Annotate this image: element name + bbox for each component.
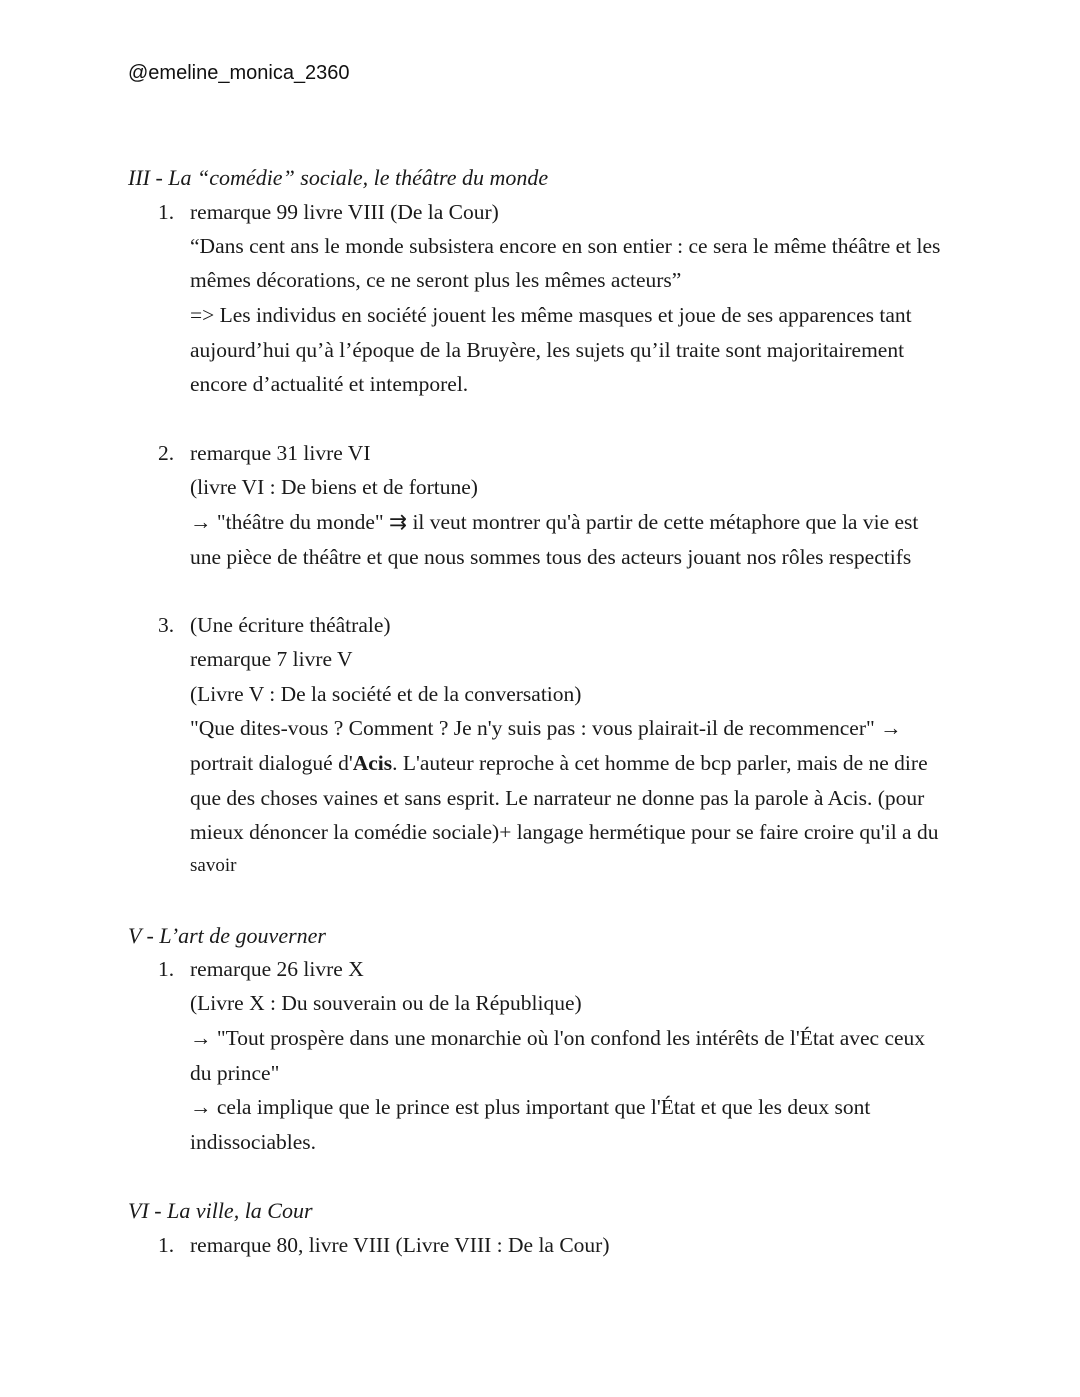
list-number: 1. <box>158 957 175 981</box>
body-line: savoir <box>190 855 237 876</box>
body-text: . L'auteur reproche à cet homme de bcp parler, mais de ne dire <box>392 751 928 775</box>
body-line: remarque 7 livre V <box>190 647 353 671</box>
quote-line: mêmes décorations, ce ne seront plus les mêmes acteurs” <box>190 268 682 292</box>
quote-line: "Que dites-vous ? Comment ? Je n'y suis pas : vous plairait-il de recommencer" → <box>190 716 902 740</box>
quote-line: “Dans cent ans le monde subsistera encore en son entier : ce sera le même théâtre et les <box>190 234 941 258</box>
section-heading-iii: III - La “comédie” sociale, le théâtre du monde <box>128 165 549 190</box>
body-line: une pièce de théâtre et que nous sommes tous des acteurs jouant nos rôles respectifs <box>190 545 912 569</box>
quote-line: du prince" <box>190 1061 280 1085</box>
body-line <box>190 751 928 776</box>
list-item-line: remarque 26 livre X <box>190 957 364 981</box>
bold-name: Acis <box>352 751 393 775</box>
list-item-line: remarque 80, livre VIII (Livre VIII : De la Cour) <box>190 1233 610 1257</box>
list-item-line: (Une écriture théâtrale) <box>190 613 391 637</box>
body-line: mieux dénoncer la comédie sociale)+ langage hermétique pour se faire croire qu'il a du <box>190 820 939 844</box>
quote-line: → "Tout prospère dans une monarchie où l'on confond les intérêts de l'État avec ceux <box>190 1026 926 1050</box>
list-number: 1. <box>158 200 175 224</box>
body-line: → cela implique que le prince est plus important que l'État et que les deux sont <box>190 1095 871 1119</box>
body-line: => Les individus en société jouent les même masques et joue de ses apparences tant <box>190 303 912 327</box>
body-text: portrait dialogué d' <box>190 751 353 775</box>
section-heading-vi: VI - La ville, la Cour <box>128 1198 313 1223</box>
body-line: indissociables. <box>190 1130 316 1154</box>
body-line: (livre VI : De biens et de fortune) <box>190 475 478 499</box>
author-handle: @emeline_monica_2360 <box>128 62 350 84</box>
body-line: (Livre V : De la société et de la conversation) <box>190 682 582 706</box>
section-heading-v: V - L’art de gouverner <box>128 923 326 948</box>
list-number: 3. <box>158 613 175 637</box>
list-item-line: remarque 99 livre VIII (De la Cour) <box>190 200 499 224</box>
body-line: → "théâtre du monde" ⇉ il veut montrer qu'à partir de cette métaphore que la vie est <box>190 510 919 534</box>
list-number: 2. <box>158 441 175 465</box>
body-line: encore d’actualité et intemporel. <box>190 372 469 396</box>
list-item-line: remarque 31 livre VI <box>190 441 371 465</box>
body-line: (Livre X : Du souverain ou de la République) <box>190 991 582 1015</box>
body-line: aujourd’hui qu’à l’époque de la Bruyère, les sujets qu’il traite sont majoritairement <box>190 338 905 362</box>
list-number: 1. <box>158 1233 175 1257</box>
body-line: que des choses vaines et sans esprit. Le narrateur ne donne pas la parole à Acis. (pour <box>190 786 925 810</box>
